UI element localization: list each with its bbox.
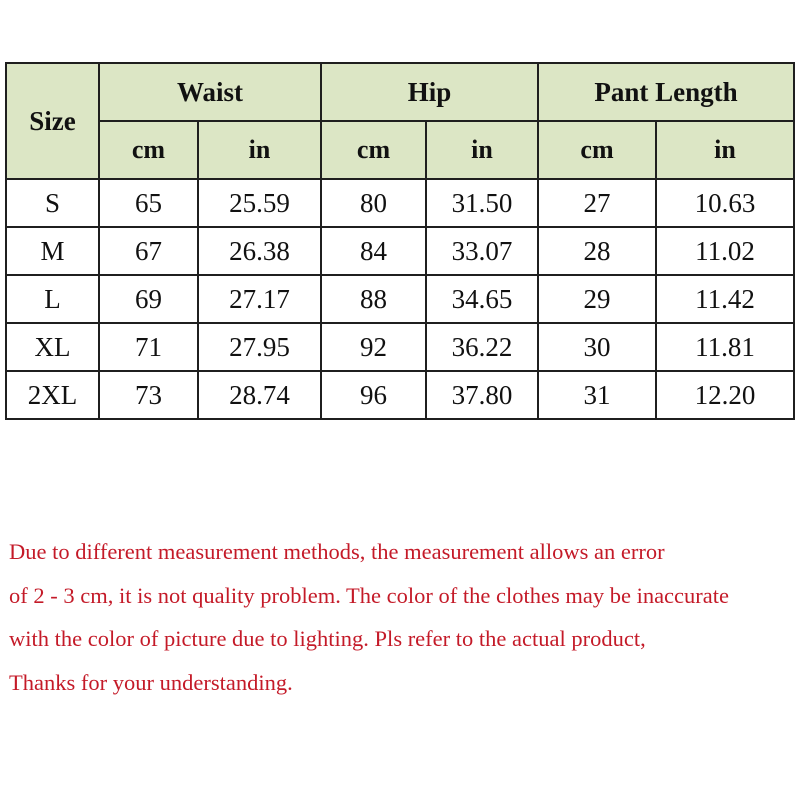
cell-waist-cm: 67 <box>99 227 198 275</box>
measurement-disclaimer <box>9 530 791 704</box>
header-cell-pant-length: Pant Length <box>538 63 794 121</box>
cell-pant-in: 11.42 <box>656 275 794 323</box>
unit-cell-hip-cm: cm <box>321 121 426 179</box>
disclaimer-line: with the color of picture due to lighting. Pls refer to the actual product, <box>9 626 646 651</box>
cell-hip-cm: 80 <box>321 179 426 227</box>
cell-pant-in: 10.63 <box>656 179 794 227</box>
cell-size: S <box>6 179 99 227</box>
cell-waist-cm: 71 <box>99 323 198 371</box>
unit-cell-hip-in: in <box>426 121 538 179</box>
cell-waist-cm: 65 <box>99 179 198 227</box>
cell-hip-in: 37.80 <box>426 371 538 419</box>
cell-waist-cm: 73 <box>99 371 198 419</box>
cell-waist-cm: 69 <box>99 275 198 323</box>
cell-hip-in: 34.65 <box>426 275 538 323</box>
unit-cell-pant-cm: cm <box>538 121 656 179</box>
unit-cell-pant-in: in <box>656 121 794 179</box>
cell-pant-in: 11.02 <box>656 227 794 275</box>
table-row-m <box>6 227 794 275</box>
cell-hip-in: 31.50 <box>426 179 538 227</box>
cell-pant-in: 11.81 <box>656 323 794 371</box>
size-chart-table <box>5 62 795 420</box>
table-row-2xl <box>6 371 794 419</box>
cell-hip-in: 33.07 <box>426 227 538 275</box>
cell-pant-in: 12.20 <box>656 371 794 419</box>
cell-pant-cm: 29 <box>538 275 656 323</box>
unit-cell-waist-in: in <box>198 121 321 179</box>
header-cell-hip: Hip <box>321 63 538 121</box>
cell-waist-in: 25.59 <box>198 179 321 227</box>
cell-pant-cm: 30 <box>538 323 656 371</box>
cell-size: L <box>6 275 99 323</box>
disclaimer-line: Thanks for your understanding. <box>9 669 293 695</box>
disclaimer-line: Due to different measurement methods, the measurement allows an error <box>9 539 665 564</box>
unit-cell-waist-cm: cm <box>99 121 198 179</box>
cell-pant-cm: 31 <box>538 371 656 419</box>
cell-size: XL <box>6 323 99 371</box>
table-header-unit-row <box>6 121 794 179</box>
cell-hip-cm: 84 <box>321 227 426 275</box>
cell-hip-cm: 92 <box>321 323 426 371</box>
header-cell-size: Size <box>6 63 99 179</box>
cell-size: 2XL <box>6 371 99 419</box>
cell-hip-cm: 88 <box>321 275 426 323</box>
header-cell-waist: Waist <box>99 63 321 121</box>
cell-waist-in: 27.17 <box>198 275 321 323</box>
cell-pant-cm: 28 <box>538 227 656 275</box>
table-row-xl <box>6 323 794 371</box>
cell-pant-cm: 27 <box>538 179 656 227</box>
table-row-l <box>6 275 794 323</box>
table-header-group-row <box>6 63 794 121</box>
table-row-s <box>6 179 794 227</box>
cell-hip-cm: 96 <box>321 371 426 419</box>
cell-waist-in: 27.95 <box>198 323 321 371</box>
cell-waist-in: 28.74 <box>198 371 321 419</box>
cell-waist-in: 26.38 <box>198 227 321 275</box>
disclaimer-line: of 2 - 3 cm, it is not quality problem. The color of the clothes may be inaccurate <box>9 582 729 608</box>
cell-size: M <box>6 227 99 275</box>
cell-hip-in: 36.22 <box>426 323 538 371</box>
